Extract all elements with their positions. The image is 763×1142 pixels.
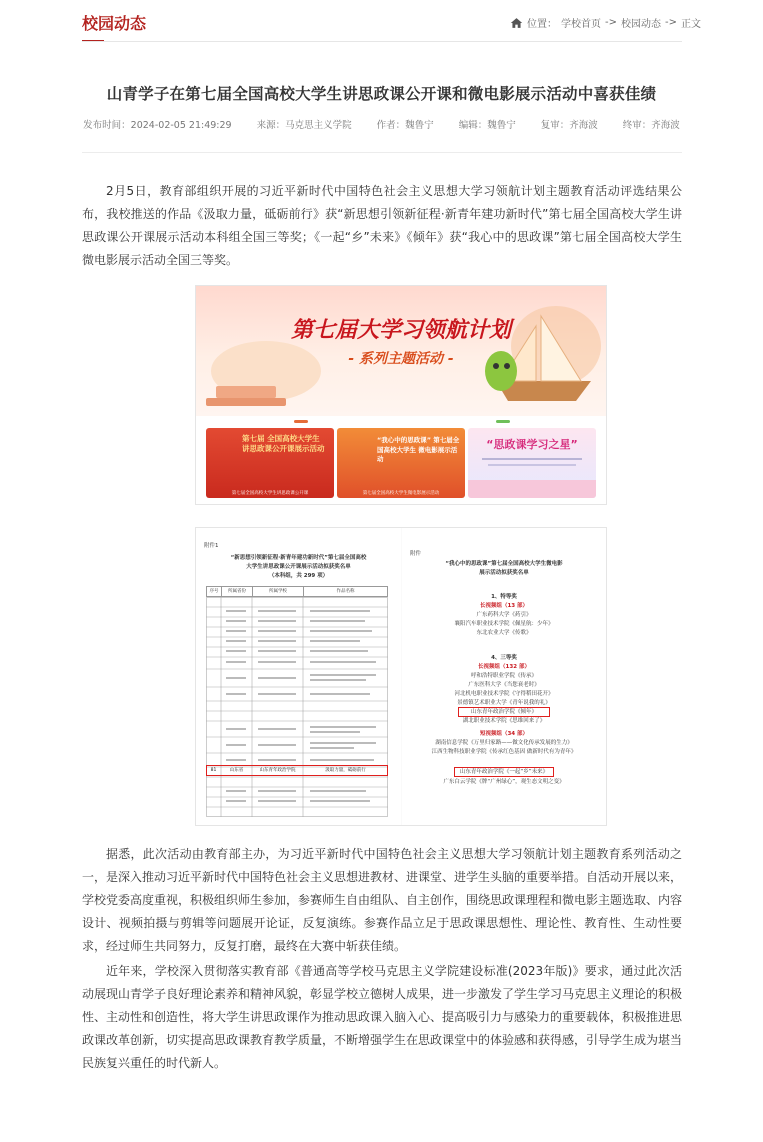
card-text-line — [482, 458, 582, 460]
breadcrumb-current: 正文 — [681, 19, 701, 30]
carousel-indicator[interactable] — [496, 420, 510, 423]
table-header-cell: 序号 — [207, 587, 222, 596]
banner-main-title: 第七届大学习领航计划 — [290, 317, 511, 343]
award-entry: 河北机电职业技术学院《守得稻田花开》 — [454, 691, 554, 697]
breadcrumb — [510, 15, 701, 30]
right-heading-1: “我心中的思政课”第七届全国高校大学生微电影 — [445, 561, 563, 567]
header-divider — [82, 41, 682, 42]
award-list-left-page — [196, 528, 401, 825]
attachment-label: 附件1 — [204, 543, 219, 549]
award-entry-highlighted: 山东青年政治学院《倾年》 — [470, 709, 537, 715]
card-text-line — [488, 464, 576, 466]
left-heading-1: “新思想引领新征程·新青年建功新时代”第七届全国高校 — [230, 555, 367, 561]
article-paragraph-1: 2月5日，教育部组织开展的习近平新时代中国特色社会主义思想大学习领航计划主题教育活动评选结果公布，我校推送的作品《汲取力量，砥砺前行》获“新思想引领新征程·新青年建功新时代”第七届全国高校大学生讲思政课公开课展示活动本科组全国三等奖；《一起“乡”未来》《倾年》获“我心中的思政课”第七届全国高校大学生微电影展示活动全国三等奖。 — [82, 184, 682, 267]
card-footer-band — [468, 480, 596, 498]
highlight-box — [458, 707, 550, 717]
breadcrumb-campus-news[interactable]: 校园动态 — [621, 19, 661, 30]
row-index: 81 — [210, 768, 217, 773]
location-label: 位置： — [527, 19, 557, 30]
article-meta — [0, 117, 763, 131]
award-entry: 东北农业大学《传歌》 — [476, 630, 532, 636]
right-heading-2: 展示活动拟获奖名单 — [479, 570, 529, 576]
card-study-star — [468, 428, 596, 498]
award-entry: 江西生物科技职业学院《传承红色基因 做新时代有为青年》 — [431, 749, 577, 755]
row-province: 山东省 — [229, 768, 244, 773]
left-heading-3: （本科组，共 299 项） — [268, 573, 329, 579]
section-first-prize: 1、特等奖 — [491, 594, 517, 600]
attachment-label: 附件 — [410, 551, 422, 557]
award-entry: 景德镇艺术职业大学《青年说我的礼》 — [457, 700, 551, 706]
award-entry: 襄阳汽车职业技术学院《佩星航：少年》 — [454, 621, 554, 627]
article-title: 山青学子在第七届全国高校大学生讲思政课公开课和微电影展示活动中喜获佳绩 — [106, 85, 657, 103]
breadcrumb-arrow: -> — [665, 17, 677, 28]
award-list-right-page — [402, 528, 606, 825]
table-header-cell: 所属省份 — [222, 587, 253, 596]
award-entry: 广东医科大学《当您衰老时》 — [468, 682, 540, 688]
meta-reviewer: 复审：齐海波 — [540, 120, 598, 131]
section-third-prize: 4、三等奖 — [491, 655, 517, 661]
award-table — [206, 586, 388, 816]
table-grid — [206, 597, 388, 817]
meta-source: 来源：马克思主义学院 — [256, 120, 352, 131]
table-header — [206, 586, 388, 597]
breadcrumb-home[interactable]: 学校首页 — [561, 19, 601, 30]
card-caption: 第七届全国高校大学生微电影展示活动 — [362, 491, 440, 496]
article-paragraph-3: 近年来，学校深入贯彻落实教育部《普通高等学校马克思主义学院建设标准(2023年版)》要求，通过此次活动展现山青学子良好理论素养和精神风貌，彰显学校立德树人成果，进一步激发了学生学习马克思主义理论的积极性、主动性和创造性，将大学生讲思政课作为推动思政课入脑入心、提高吸引力与感染力的重要载体，积极推进思政课改革创新，切实提高思政课教育教学质量，不断增强学生在思政课堂中的体验感和获得感，引导学生成为堪当民族复兴重任的时代新人。 — [82, 964, 683, 1070]
home-icon — [510, 17, 523, 29]
table-header-cell: 所属学校 — [253, 587, 304, 596]
card-caption: 第七届全国高校大学生讲思政课公开课 — [231, 491, 309, 496]
award-entry: 湖北职业技术学院《思维回来了》 — [462, 718, 546, 724]
article-paragraph-2: 据悉，此次活动由教育部主办，为习近平新时代中国特色社会主义思想大学习领航计划主题教育系列活动之一，是深入推动习近平新时代中国特色社会主义思想进教材、进课堂、进学生头脑的重要举措。自活动开展以来，学校党委高度重视，积极组织师生参加，参赛师生自由组队、自主创作，围绕思政课理程和微电影主题选取、内容设计、视频拍摄与剪辑等问题展开论证，反复演练。参赛作品立足于思政课思想性、理论性、教育性、生动性要求，经过师生共同努力，反复打磨，最终在大赛中斩获佳绩。 — [82, 847, 683, 953]
banner-header — [196, 286, 606, 416]
banner-subtitle: - 系列主题活动 - — [348, 351, 454, 367]
left-heading-2: 大学生讲思政课公开课展示活动拟获奖名单 — [246, 564, 351, 570]
highlight-box — [454, 767, 554, 777]
table-header-cell: 作品名称 — [336, 589, 355, 594]
meta-published: 发布时间：2024-02-05 21:49:29 — [83, 120, 232, 131]
award-entry-highlighted: 山东青年政治学院《一起“乡”未来》 — [459, 769, 549, 775]
meta-final-reviewer: 终审：齐海波 — [622, 120, 680, 131]
section-title: 校园动态 — [82, 14, 147, 33]
card-title: “思政课学习之星” — [486, 438, 578, 451]
row-work: 汲取力量，砥砺前行 — [325, 768, 366, 773]
award-list-image — [195, 527, 607, 826]
section-third-prize-short: 短视频组（34 部） — [479, 731, 529, 737]
card-film-activity — [337, 428, 465, 498]
breadcrumb-arrow: -> — [605, 17, 617, 28]
highlight-box — [206, 765, 388, 776]
card-lecture-activity — [206, 428, 334, 498]
section-third-prize-long: 长视频组（132 部） — [478, 664, 530, 670]
award-entry: 广东药科大学《药引》 — [476, 612, 532, 618]
section-first-prize-group: 长视频组（13 部） — [479, 603, 529, 609]
row-school: 山东青年政治学院 — [259, 768, 296, 773]
page-header — [0, 0, 763, 45]
carousel-indicator[interactable] — [294, 420, 308, 423]
award-entry: 广东白云学院《牌“广州绿心”，观生态文明之变》 — [443, 779, 565, 785]
card-title: 第七届 全国高校大学生 讲思政课公开课展示活动 — [242, 434, 325, 453]
activity-banner-image — [195, 285, 607, 505]
card-title: “我心中的思政课” 第七届全国高校大学生 微电影展示活动 — [377, 436, 460, 463]
award-entry: 湖南信息学院《万里归家路——做文化传承发展的生力》 — [435, 740, 573, 746]
meta-editor: 编辑：魏鲁宁 — [458, 120, 516, 131]
meta-author: 作者：魏鲁宁 — [376, 120, 434, 131]
meta-divider — [82, 152, 682, 153]
award-entry: 呼和浩特职业学院《传承》 — [470, 673, 537, 679]
